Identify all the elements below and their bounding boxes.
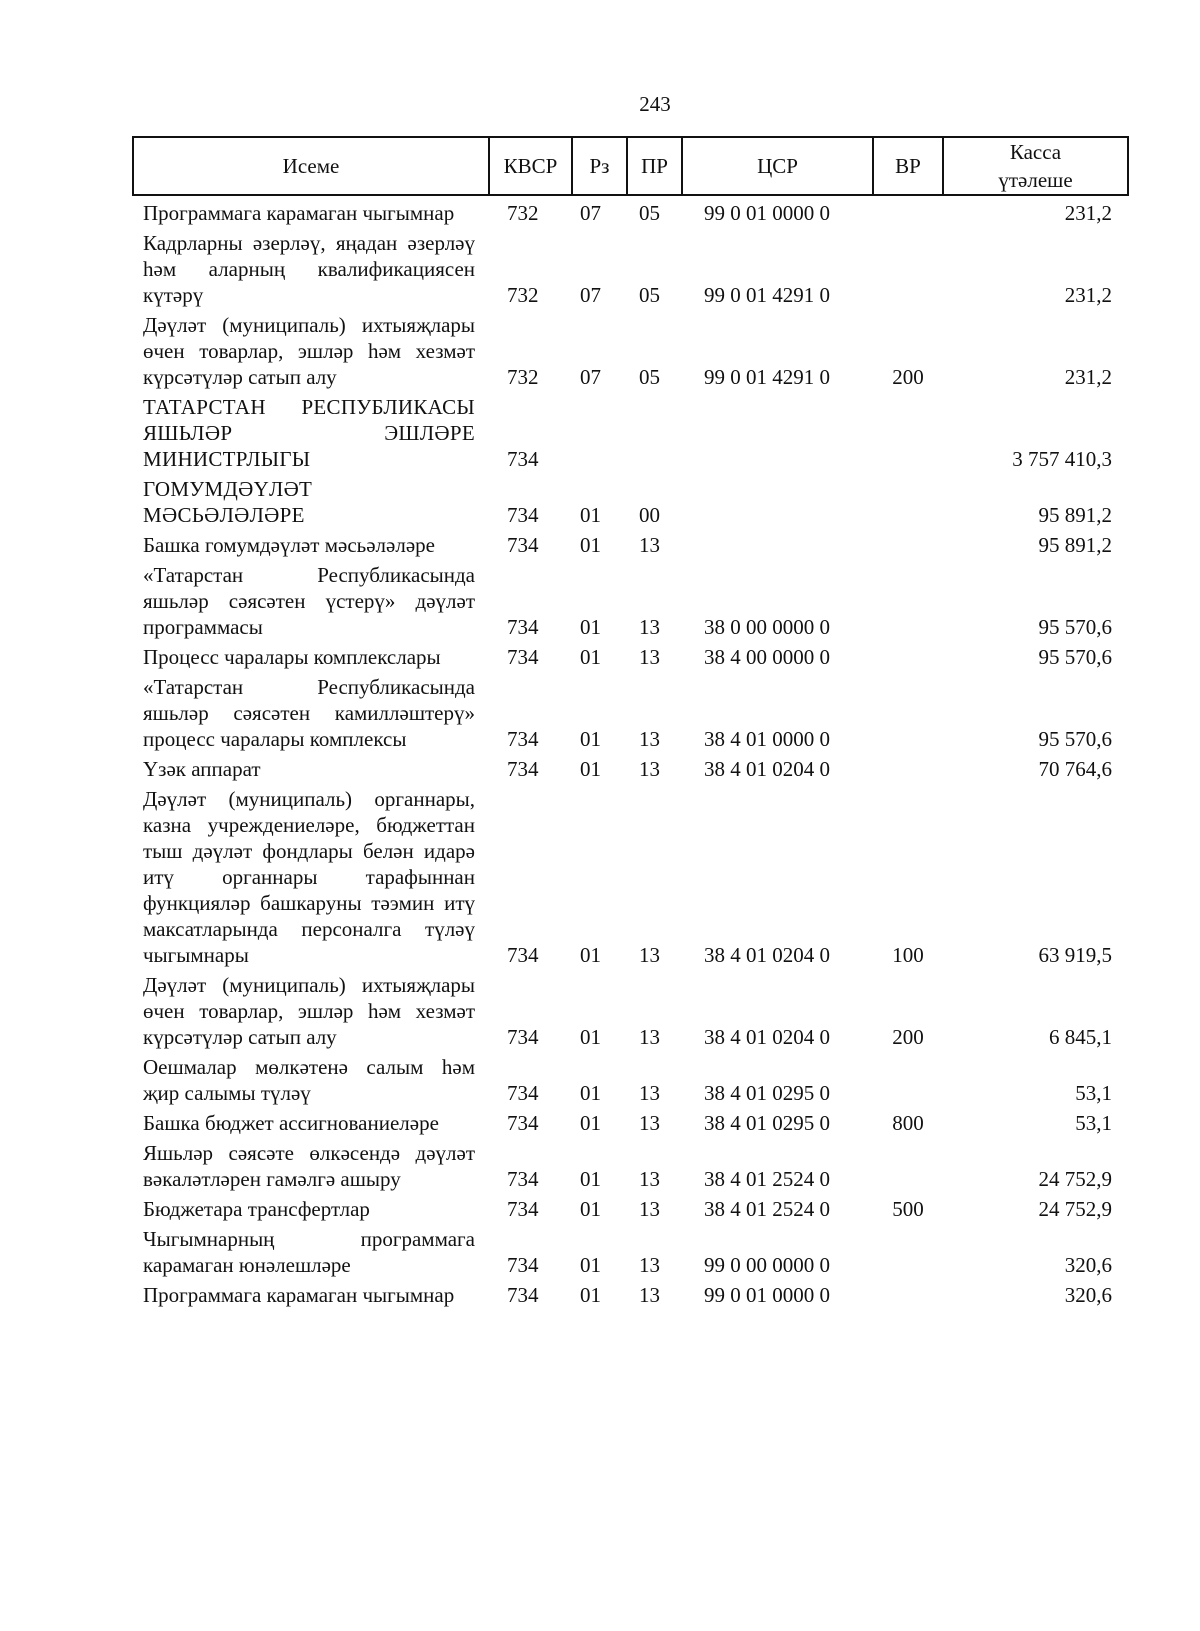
row-name: Программага карамаган чыгымнар: [143, 201, 455, 225]
table-row: [133, 1106, 1128, 1136]
row-name: Кадрларны әзерләү, яңадан әзерләү һәм аларның квалификациясен күтәрү: [143, 231, 475, 307]
row-amount: 53,1: [1075, 1081, 1112, 1105]
row-vr: [873, 1222, 943, 1278]
row-name: Бюджетара трансфертлар: [143, 1197, 370, 1221]
row-amount: 231,2: [1064, 283, 1112, 307]
row-amount: 95 891,2: [1038, 503, 1112, 527]
row-name: Дәүләт (муниципаль) органнары, казна учреждениеләре, бюджеттан тыш дәүләт фондлары белән идарә итү органнары тарафыннан функцияләр башкаруны тәэмин итү максатларында персоналга түләү чыгымнары: [143, 787, 475, 967]
row-csr: 38 4 01 0204 0: [704, 757, 830, 781]
table-row: [133, 1136, 1128, 1192]
table-row: [133, 782, 1128, 968]
row-rz: [572, 390, 627, 472]
row-csr: [682, 390, 873, 472]
row-rz: 01: [580, 615, 601, 639]
row-kvsr: 734: [507, 1253, 539, 1277]
row-name: «Татарстан Республикасында яшьләр сәясәтен камилләштерү» процесс чаралары комплексы: [143, 675, 475, 751]
row-pr: 13: [639, 943, 660, 967]
row-vr: 200: [892, 1025, 924, 1049]
row-rz: 01: [580, 1283, 601, 1307]
row-name: Үзәк аппарат: [143, 757, 261, 781]
row-amount: 320,6: [1064, 1283, 1112, 1307]
row-kvsr: 734: [507, 943, 539, 967]
row-vr: [873, 670, 943, 752]
table-row: [133, 1222, 1128, 1278]
row-pr: 13: [639, 1253, 660, 1277]
table-row: [133, 968, 1128, 1050]
row-rz: 01: [580, 1111, 601, 1135]
row-amount: 63 919,5: [1038, 943, 1112, 967]
row-vr: [873, 752, 943, 782]
row-kvsr: 734: [507, 615, 539, 639]
row-pr: 05: [639, 201, 660, 225]
row-csr: 38 4 01 0204 0: [704, 1025, 830, 1049]
row-csr: 38 4 00 0000 0: [704, 645, 830, 669]
row-amount: 70 764,6: [1038, 757, 1112, 781]
row-csr: 99 0 01 0000 0: [704, 1283, 830, 1307]
row-vr: [873, 1278, 943, 1308]
row-name: Оешмалар мөлкәтенә салым һәм җир салымы түләү: [143, 1055, 475, 1105]
header-csr: ЦСР: [682, 137, 873, 195]
row-vr: 100: [892, 943, 924, 967]
row-kvsr: 734: [507, 727, 539, 751]
table-row: [133, 390, 1128, 472]
table-row: [133, 195, 1128, 226]
row-kvsr: 732: [507, 365, 539, 389]
row-pr: 13: [639, 533, 660, 557]
row-kvsr: 734: [507, 1081, 539, 1105]
row-rz: 07: [580, 365, 601, 389]
row-amount: 95 570,6: [1038, 727, 1112, 751]
row-kvsr: 734: [507, 645, 539, 669]
row-csr: 38 4 01 0204 0: [704, 943, 830, 967]
row-csr: 38 4 01 0295 0: [704, 1111, 830, 1135]
row-amount: 3 757 410,3: [1012, 447, 1112, 471]
row-csr: [682, 472, 873, 528]
row-kvsr: 734: [507, 1167, 539, 1191]
row-csr: [682, 528, 873, 558]
row-vr: [873, 1050, 943, 1106]
row-name: ГОМУМДӘҮЛӘТ МӘСЬӘЛӘЛӘРЕ: [143, 477, 313, 527]
row-vr: [873, 226, 943, 308]
header-pr: ПР: [627, 137, 682, 195]
row-pr: 13: [639, 1081, 660, 1105]
row-csr: 99 0 01 4291 0: [704, 283, 830, 307]
row-amount: 95 891,2: [1038, 533, 1112, 557]
row-amount: 231,2: [1064, 365, 1112, 389]
row-amount: 53,1: [1075, 1111, 1112, 1135]
row-vr: 500: [892, 1197, 924, 1221]
row-kvsr: 734: [507, 533, 539, 557]
table-body: [133, 195, 1128, 1308]
row-vr: [873, 528, 943, 558]
row-rz: 07: [580, 201, 601, 225]
row-amount: 95 570,6: [1038, 645, 1112, 669]
row-kvsr: 732: [507, 201, 539, 225]
table-row: [133, 1050, 1128, 1106]
row-pr: 13: [639, 1111, 660, 1135]
row-rz: 01: [580, 645, 601, 669]
row-csr: 38 4 01 0295 0: [704, 1081, 830, 1105]
row-rz: 01: [580, 757, 601, 781]
row-vr: [873, 390, 943, 472]
header-vr: ВР: [873, 137, 943, 195]
row-pr: 13: [639, 645, 660, 669]
row-pr: 13: [639, 1197, 660, 1221]
row-pr: 13: [639, 727, 660, 751]
row-vr: 800: [892, 1111, 924, 1135]
row-kvsr: 734: [507, 447, 539, 471]
header-kvsr: КВСР: [489, 137, 572, 195]
row-name: ТАТАРСТАН РЕСПУБЛИКАСЫ ЯШЬЛӘР ЭШЛӘРЕ МИНИСТРЛЫГЫ: [143, 395, 475, 471]
row-amount: 6 845,1: [1049, 1025, 1112, 1049]
row-pr: 00: [639, 503, 660, 527]
table-row: [133, 640, 1128, 670]
row-kvsr: 734: [507, 1025, 539, 1049]
row-kvsr: 734: [507, 757, 539, 781]
row-rz: 07: [580, 283, 601, 307]
row-vr: [873, 640, 943, 670]
row-rz: 01: [580, 1253, 601, 1277]
row-pr: 13: [639, 757, 660, 781]
row-kvsr: 734: [507, 1197, 539, 1221]
table-row: [133, 1192, 1128, 1222]
row-amount: 231,2: [1064, 201, 1112, 225]
header-rz: Рз: [572, 137, 627, 195]
table-row: [133, 472, 1128, 528]
row-name: Башка бюджет ассигнованиеләре: [143, 1111, 439, 1135]
header-amount: [943, 137, 1128, 195]
row-csr: 38 4 01 2524 0: [704, 1167, 830, 1191]
row-rz: 01: [580, 503, 601, 527]
row-kvsr: 732: [507, 283, 539, 307]
row-name: Процесс чаралары комплекслары: [143, 645, 441, 669]
table-row: [133, 528, 1128, 558]
table-row: [133, 670, 1128, 752]
row-vr: [873, 472, 943, 528]
row-amount: 24 752,9: [1038, 1167, 1112, 1191]
table-row: [133, 1278, 1128, 1308]
header-amount-line1: Касса: [1009, 140, 1062, 164]
row-pr: 13: [639, 1283, 660, 1307]
row-pr: 13: [639, 615, 660, 639]
row-name: Программага карамаган чыгымнар: [143, 1283, 455, 1307]
row-vr: [873, 1136, 943, 1192]
row-csr: 38 0 00 0000 0: [704, 615, 830, 639]
table-row: [133, 752, 1128, 782]
header-amount-line2: үтәлеше: [998, 168, 1073, 192]
row-name: Дәүләт (муниципаль) ихтыяҗлары өчен товарлар, эшләр һәм хезмәт күрсәтүләр сатып алу: [143, 973, 475, 1049]
row-pr: 13: [639, 1025, 660, 1049]
row-kvsr: 734: [507, 503, 539, 527]
row-name: Чыгымнарның программага карамаган юнәлешләре: [143, 1227, 475, 1277]
row-rz: 01: [580, 1025, 601, 1049]
row-csr: 38 4 01 2524 0: [704, 1197, 830, 1221]
row-rz: 01: [580, 533, 601, 557]
budget-execution-table: [132, 136, 1129, 1308]
row-pr: 05: [639, 283, 660, 307]
row-rz: 01: [580, 1197, 601, 1221]
table-header: [133, 137, 1128, 195]
row-pr: 13: [639, 1167, 660, 1191]
row-pr: 05: [639, 365, 660, 389]
row-csr: 99 0 01 4291 0: [704, 365, 830, 389]
row-name: Башка гомумдәүләт мәсьәләләре: [143, 533, 435, 557]
row-rz: 01: [580, 727, 601, 751]
row-rz: 01: [580, 1167, 601, 1191]
row-pr: [627, 390, 682, 472]
table-row: [133, 226, 1128, 308]
row-name: Дәүләт (муниципаль) ихтыяҗлары өчен товарлар, эшләр һәм хезмәт күрсәтүләр сатып алу: [143, 313, 475, 389]
row-kvsr: 734: [507, 1283, 539, 1307]
row-rz: 01: [580, 1081, 601, 1105]
row-name: «Татарстан Республикасында яшьләр сәясәтен үстерү» дәүләт программасы: [143, 563, 475, 639]
row-csr: 99 0 00 0000 0: [704, 1253, 830, 1277]
row-name: Яшьләр сәясәте өлкәсендә дәүләт вәкаләтләрен гамәлгә ашыру: [143, 1141, 475, 1191]
table-row: [133, 558, 1128, 640]
row-vr: 200: [892, 365, 924, 389]
table-row: [133, 308, 1128, 390]
row-rz: 01: [580, 943, 601, 967]
row-csr: 38 4 01 0000 0: [704, 727, 830, 751]
row-vr: [873, 195, 943, 226]
row-vr: [873, 558, 943, 640]
row-amount: 95 570,6: [1038, 615, 1112, 639]
page-number: 243: [639, 92, 671, 116]
header-name: Исеме: [133, 137, 489, 195]
row-amount: 320,6: [1064, 1253, 1112, 1277]
row-amount: 24 752,9: [1038, 1197, 1112, 1221]
row-kvsr: 734: [507, 1111, 539, 1135]
row-csr: 99 0 01 0000 0: [704, 201, 830, 225]
